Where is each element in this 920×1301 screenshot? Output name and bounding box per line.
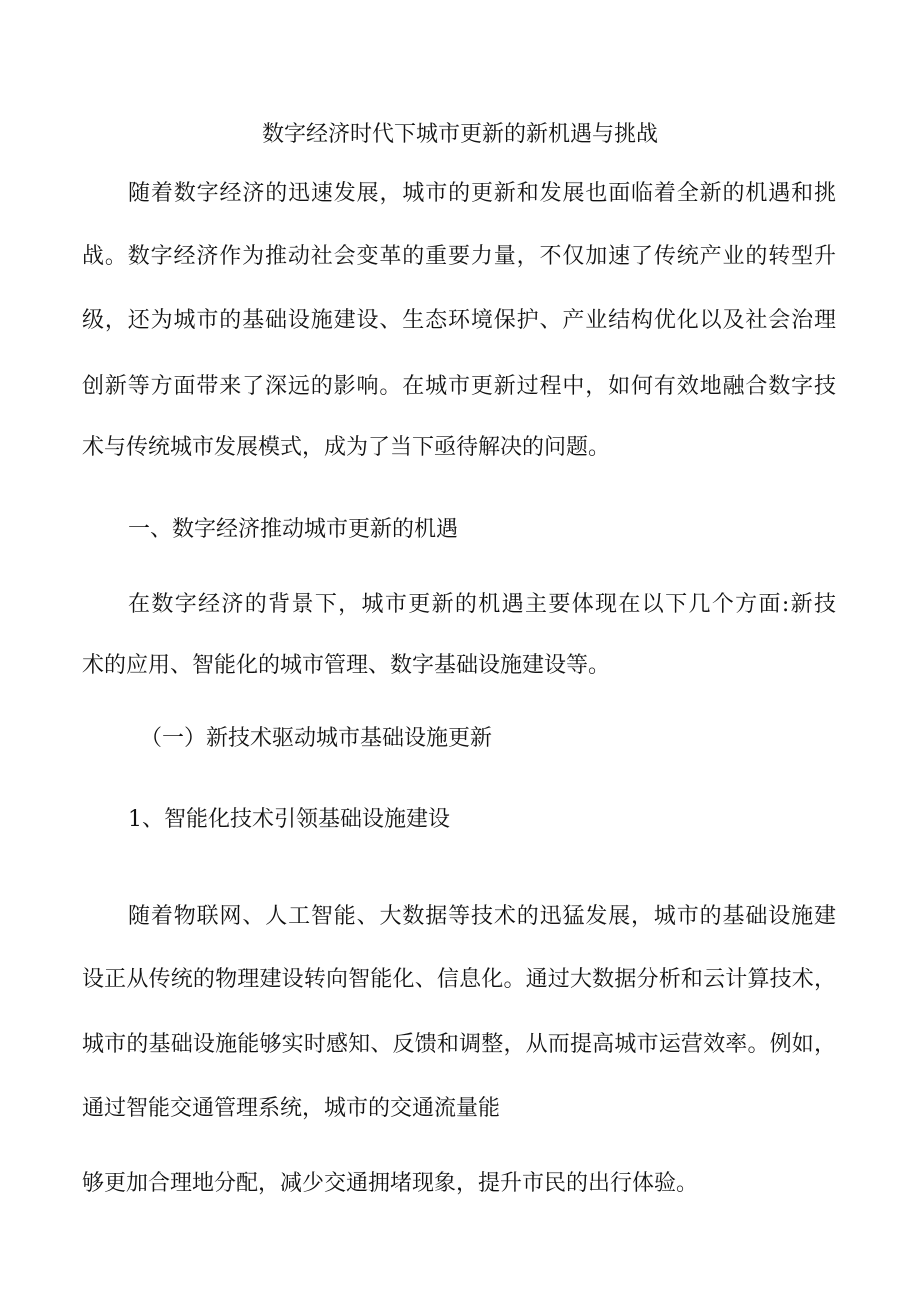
item1-line-3: 城市的基础设施能够实时感知、反馈和调整，从而提高城市运营效率。例如， — [82, 1032, 836, 1057]
intro-line-2: 战。数字经济作为推动社会变革的重要力量，不仅加速了传统产业的转型升 — [82, 244, 836, 269]
item1-line-2: 设正从传统的物理建设转向智能化、信息化。通过大数据分析和云计算技术， — [82, 967, 836, 992]
item1-line-4: 通过智能交通管理系统，城市的交通流量能 — [82, 1096, 501, 1121]
intro-line-5: 术与传统城市发展模式，成为了当下亟待解决的问题。 — [82, 435, 611, 460]
intro-line-3: 级，还为城市的基础设施建设、生态环境保护、产业结构优化以及社会治理 — [82, 308, 836, 333]
intro-line-1: 随着数字经济的迅速发展，城市的更新和发展也面临着全新的机遇和挑 — [128, 181, 836, 206]
section1-line-1: 在数字经济的背景下，城市更新的机遇主要体现在以下几个方面:新技 — [128, 592, 836, 617]
item-heading-1: 1、智能化技术引领基础设施建设 — [128, 807, 450, 832]
item1-line-1: 随着物联网、人工智能、大数据等技术的迅猛发展，城市的基础设施建 — [128, 904, 836, 929]
document-title: 数字经济时代下城市更新的新机遇与挑战 — [261, 122, 658, 147]
section-heading-1: 一、数字经济推动城市更新的机遇 — [128, 517, 459, 542]
subsection-heading-1: （一）新技术驱动城市基础设施更新 — [140, 726, 493, 751]
item1-continuation: 够更加合理地分配，减少交通拥堵现象，提升市民的出行体验。 — [82, 1171, 699, 1196]
section1-line-2: 术的应用、智能化的城市管理、数字基础设施建设等。 — [82, 653, 611, 678]
intro-line-4: 创新等方面带来了深远的影响。在城市更新过程中，如何有效地融合数字技 — [82, 374, 836, 399]
